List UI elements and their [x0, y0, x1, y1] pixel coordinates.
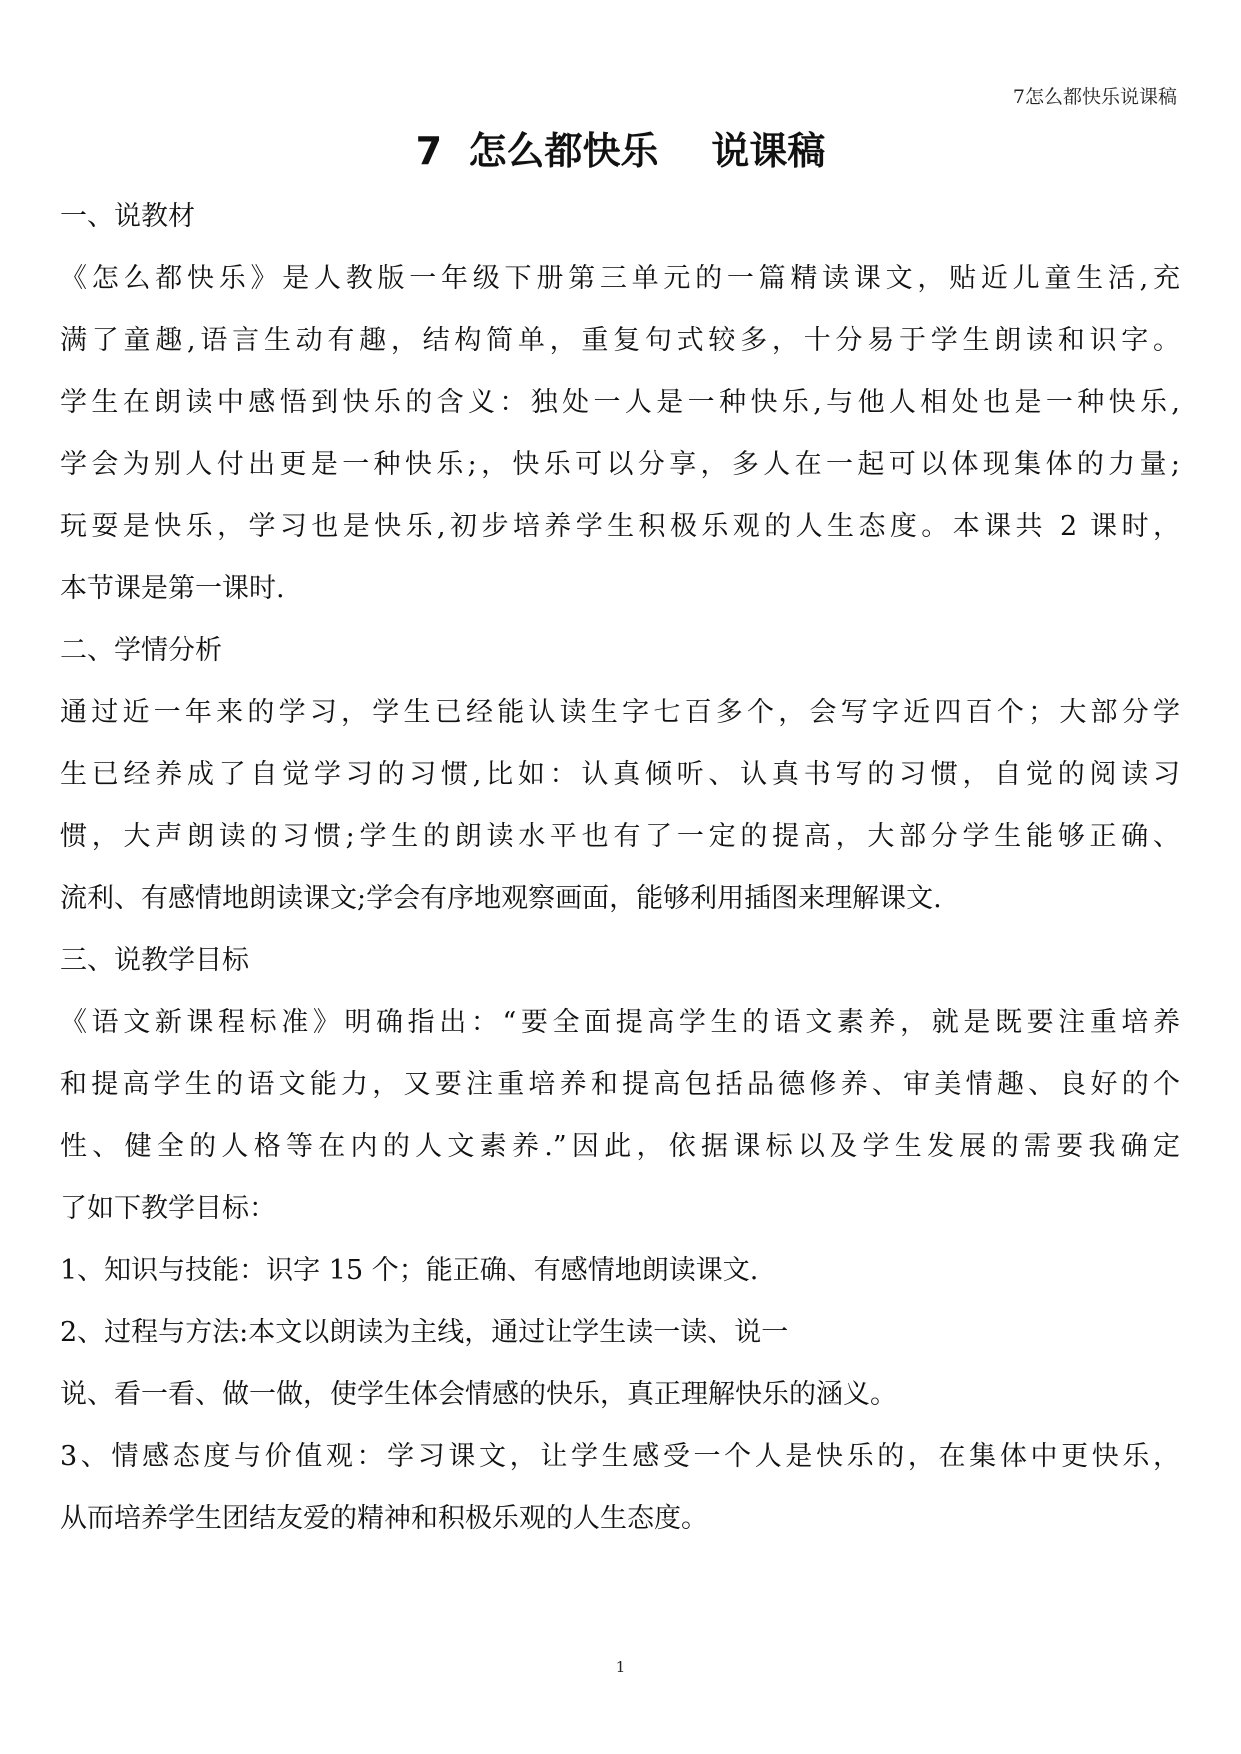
- document-body: [60, 186, 1180, 1550]
- paragraph-line: 学生在朗读中感悟到快乐的含义：独处一人是一种快乐,与他人相处也是一种快乐,: [60, 387, 1180, 418]
- paragraph-line: 《怎么都快乐》是人教版一年级下册第三单元的一篇精读课文，贴近儿童生活,充: [60, 263, 1180, 294]
- paragraph-line: 流利、有感情地朗读课文;学会有序地观察画面，能够利用插图来理解课文.: [60, 883, 942, 914]
- page-number: 1: [615, 1658, 626, 1676]
- document-title: 7 怎么都快乐 说课稿: [415, 129, 826, 173]
- paragraph-line: 生已经养成了自觉学习的习惯,比如：认真倾听、认真书写的习惯，自觉的阅读习: [60, 759, 1180, 790]
- section-heading-textbook: 一、说教材: [60, 201, 195, 232]
- paragraph-line: 和提高学生的语文能力，又要注重培养和提高包括品德修养、审美情趣、良好的个: [60, 1069, 1180, 1100]
- objective-item: 说、看一看、做一做，使学生体会情感的快乐，真正理解快乐的涵义。: [60, 1379, 897, 1410]
- objective-item: 1、知识与技能：识字 15 个；能正确、有感情地朗读课文.: [60, 1255, 759, 1286]
- paragraph-line: 满了童趣,语言生动有趣，结构简单，重复句式较多，十分易于学生朗读和识字。: [60, 325, 1180, 356]
- paragraph-line: 惯，大声朗读的习惯;学生的朗读水平也有了一定的提高，大部分学生能够正确、: [60, 821, 1180, 852]
- paragraph-line: 学会为别人付出更是一种快乐;，快乐可以分享，多人在一起可以体现集体的力量;: [60, 449, 1180, 480]
- paragraph-line: 了如下教学目标：: [60, 1193, 276, 1224]
- paragraph-line: 通过近一年来的学习，学生已经能认读生字七百多个，会写字近四百个；大部分学: [60, 697, 1180, 728]
- paragraph-line: 性、健全的人格等在内的人文素养.”因此，依据课标以及学生发展的需要我确定: [60, 1131, 1180, 1162]
- paragraph-line: 本节课是第一课时.: [60, 573, 285, 604]
- objective-item: 2、过程与方法:本文以朗读为主线，通过让学生读一读、说一: [60, 1317, 789, 1348]
- paragraph-line: 玩耍是快乐，学习也是快乐,初步培养学生积极乐观的人生态度。本课共 2 课时，: [60, 511, 1180, 542]
- paragraph-line: 《语文新课程标准》明确指出：“要全面提高学生的语文素养，就是既要注重培养: [60, 1007, 1180, 1038]
- section-heading-students: 二、学情分析: [60, 635, 222, 666]
- running-header: 7怎么都快乐说课稿: [1012, 86, 1177, 108]
- objective-item: 从而培养学生团结友爱的精神和积极乐观的人生态度。: [60, 1503, 708, 1534]
- section-heading-objectives: 三、说教学目标: [60, 945, 249, 976]
- objective-item: 3、情感态度与价值观：学习课文，让学生感受一个人是快乐的，在集体中更快乐，: [60, 1441, 1180, 1472]
